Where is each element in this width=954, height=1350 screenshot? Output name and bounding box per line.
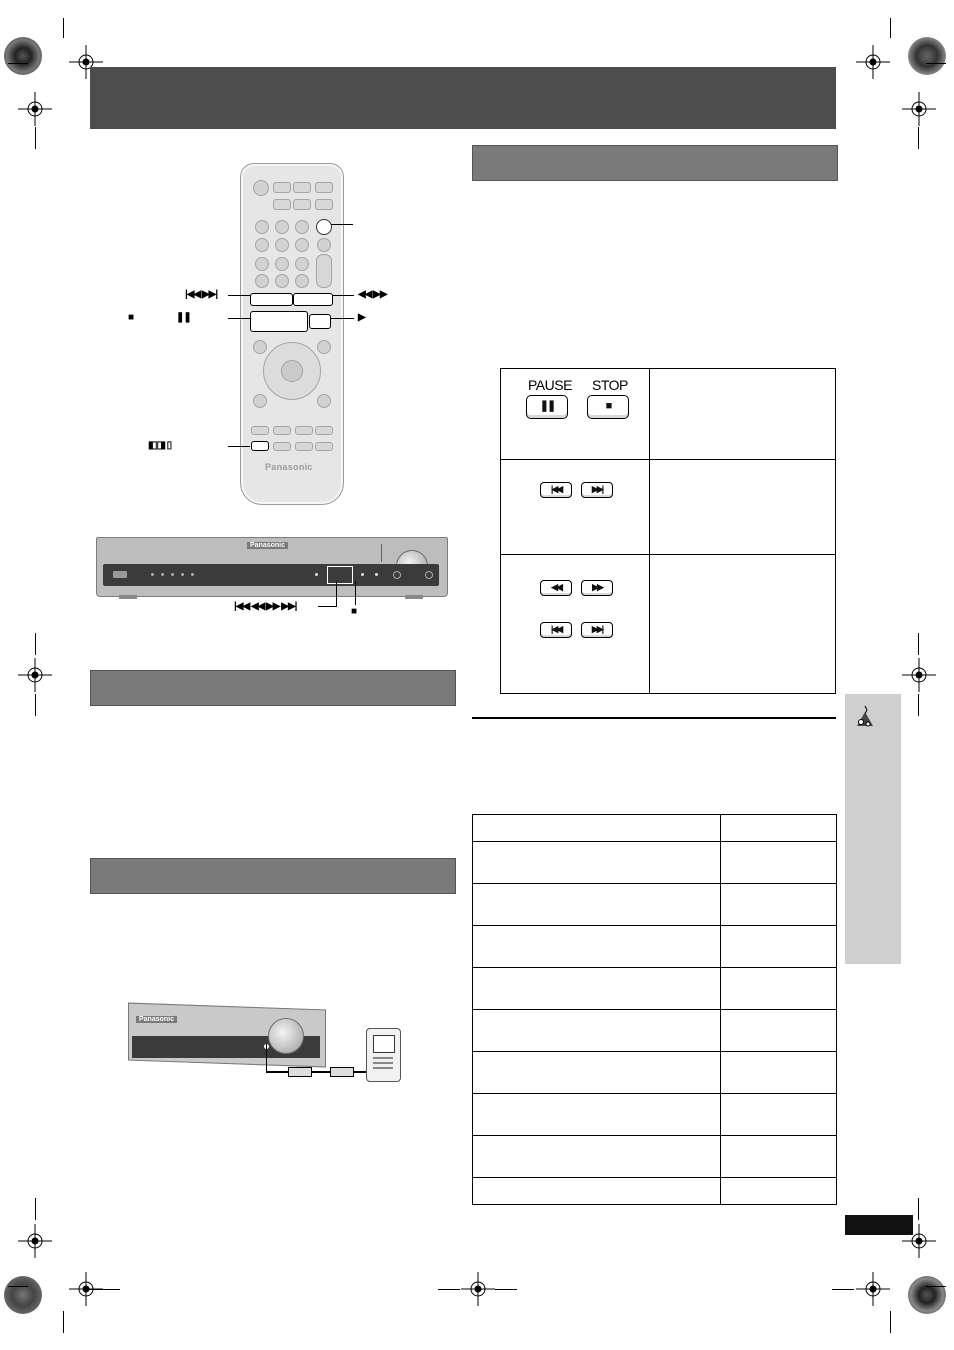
color-registration-circle [908, 1276, 946, 1314]
volume-rocker [316, 254, 332, 288]
section-rule [472, 717, 836, 719]
crop-mark [918, 694, 919, 716]
remote-key [253, 394, 267, 408]
unit-indicator [171, 573, 174, 576]
stop-key-label: STOP [592, 377, 628, 393]
remote-key [295, 426, 313, 435]
crop-mark [35, 127, 36, 149]
remote-key [293, 182, 311, 193]
unit-indicator [151, 573, 154, 576]
number-key [295, 238, 309, 252]
registration-mark [461, 1272, 495, 1306]
registration-mark [18, 1224, 52, 1258]
crop-mark [890, 1311, 891, 1333]
pause-icon: ❚❚ [176, 312, 191, 323]
crop-mark [926, 1286, 946, 1287]
unit-indicator [315, 573, 318, 576]
pause-key-icon: ❚❚ [526, 395, 568, 419]
table-row [473, 1094, 837, 1136]
skip-back-key-icon: |◀◀ [540, 622, 572, 638]
unit-skip-buttons-outline [327, 566, 353, 584]
table-divider [501, 459, 835, 460]
unit-indicator [361, 573, 364, 576]
number-key [255, 274, 269, 288]
connection-illustration [128, 1006, 328, 1068]
table-row [473, 1010, 837, 1052]
section-header-right [472, 145, 838, 181]
pause-key-label: PAUSE [528, 377, 572, 393]
skip-forward-key-icon: ▶▶| [581, 622, 613, 638]
table-cell [721, 968, 837, 1010]
unit-button [113, 571, 127, 578]
skip-back-key-icon: |◀◀ [540, 482, 572, 498]
skip-rewind-forward-icon: |◀◀ ◀◀ ▶▶ ▶▶| [234, 601, 297, 612]
key-function-table [500, 368, 836, 694]
info-table [472, 814, 837, 1205]
table-cell [473, 1052, 721, 1094]
music-note-icon [853, 704, 877, 730]
table-cell [721, 1010, 837, 1052]
play-icon: ▶ [358, 312, 365, 323]
table-cell [473, 968, 721, 1010]
crop-mark [438, 1289, 460, 1290]
table-cell [473, 1178, 721, 1205]
crop-mark [890, 18, 891, 38]
main-unit-illustration [96, 537, 448, 597]
stop-icon: ■ [128, 312, 134, 323]
table-cell [473, 1094, 721, 1136]
fast-forward-key-icon: ▶▶ [581, 580, 613, 596]
remote-key [315, 199, 333, 210]
crop-mark [918, 127, 919, 149]
remote-control-illustration [240, 163, 344, 505]
highlighted-key [316, 219, 332, 235]
remote-key [253, 340, 267, 354]
table-cell [721, 1094, 837, 1136]
remote-key [273, 199, 291, 210]
remote-key [317, 340, 331, 354]
remote-key [273, 182, 291, 193]
crop-mark [926, 63, 946, 64]
registration-mark [856, 1272, 890, 1306]
crop-mark [918, 1198, 919, 1220]
callout-line [331, 224, 353, 225]
number-key [275, 274, 289, 288]
table-cell [721, 1178, 837, 1205]
remote-key [293, 199, 311, 210]
cable-line [266, 1044, 267, 1072]
unit-display-slot [381, 544, 382, 562]
table-cell [721, 1052, 837, 1094]
crop-mark [8, 1286, 28, 1287]
crop-mark [832, 1289, 854, 1290]
surround-key [251, 441, 269, 451]
callout-line [318, 606, 337, 607]
number-key [295, 220, 309, 234]
table-cell [473, 884, 721, 926]
unit-foot [405, 595, 423, 599]
callout-line [332, 295, 354, 296]
crop-mark [63, 1311, 64, 1333]
remote-key [315, 426, 333, 435]
stop-key-icon: ■ [587, 395, 629, 419]
dolby-icon: ◧◨ ▯ [148, 440, 172, 451]
table-divider [649, 369, 650, 693]
number-key [295, 257, 309, 271]
remote-key [315, 442, 333, 451]
chapter-side-tab [845, 694, 901, 964]
number-key [317, 238, 331, 252]
number-key [275, 238, 289, 252]
number-key [255, 220, 269, 234]
table-row [473, 1136, 837, 1178]
player-controls [373, 1067, 393, 1069]
number-key [295, 274, 309, 288]
power-button [253, 180, 269, 196]
section-header-left-2 [90, 858, 456, 894]
color-registration-circle [4, 1276, 42, 1314]
table-row [473, 926, 837, 968]
crop-mark [35, 633, 36, 655]
unit-indicator [393, 571, 401, 579]
table-cell [473, 815, 721, 842]
unit-front-panel [103, 564, 439, 586]
table-cell [721, 842, 837, 884]
callout-line [330, 318, 354, 319]
remote-key [295, 442, 313, 451]
crop-mark [8, 63, 28, 64]
rewind-fast-forward-icon: ◀◀ ▶▶ [358, 289, 387, 300]
player-controls [373, 1057, 393, 1059]
player-screen [373, 1035, 395, 1053]
unit-brand-logo: Panasonic [247, 542, 288, 549]
page-title-bar [90, 67, 836, 129]
volume-dial [268, 1018, 304, 1054]
registration-mark [902, 92, 936, 126]
unit-indicator [181, 573, 184, 576]
number-key [255, 238, 269, 252]
remote-key [315, 182, 333, 193]
registration-mark [18, 92, 52, 126]
table-divider [501, 554, 835, 555]
remote-key [273, 426, 291, 435]
table-cell [721, 1136, 837, 1178]
unit-brand-logo: Panasonic [136, 1016, 177, 1023]
player-controls [373, 1062, 393, 1064]
unit-indicator [425, 571, 433, 579]
crop-mark [88, 1289, 120, 1290]
table-cell [473, 1136, 721, 1178]
stop-pause-outline [250, 311, 308, 332]
registration-mark [902, 658, 936, 692]
section-header-left-1 [90, 670, 456, 706]
table-row [473, 968, 837, 1010]
remote-brand-logo: Panasonic [265, 462, 313, 472]
unit-indicator [191, 573, 194, 576]
table-row [473, 842, 837, 884]
remote-key [251, 426, 269, 435]
callout-line [228, 318, 250, 319]
cable-plug [330, 1067, 354, 1077]
remote-key [317, 394, 331, 408]
dpad-center [281, 360, 303, 382]
portable-player-illustration [366, 1028, 401, 1082]
number-key [275, 257, 289, 271]
search-keys-outline [293, 293, 333, 306]
skip-forward-key-icon: ▶▶| [581, 482, 613, 498]
crop-mark [63, 18, 64, 38]
play-key [309, 314, 331, 329]
table-cell [473, 926, 721, 968]
crop-mark [35, 694, 36, 716]
number-key [255, 257, 269, 271]
stop-icon: ■ [351, 606, 357, 617]
cable-plug [288, 1067, 312, 1077]
unit-indicator [161, 573, 164, 576]
remote-key [273, 442, 291, 451]
table-row [473, 815, 837, 842]
callout-line [355, 581, 356, 605]
callout-line [336, 581, 337, 607]
registration-mark [18, 658, 52, 692]
callout-line [228, 446, 250, 447]
table-row [473, 1052, 837, 1094]
table-cell [721, 884, 837, 926]
crop-mark [35, 1198, 36, 1220]
color-registration-circle [4, 37, 42, 75]
callout-line [228, 295, 250, 296]
table-cell [721, 815, 837, 842]
number-key [275, 220, 289, 234]
skip-keys-outline [250, 293, 293, 306]
rewind-key-icon: ◀◀ [540, 580, 572, 596]
unit-indicator [375, 573, 378, 576]
table-cell [473, 842, 721, 884]
table-row [473, 1178, 837, 1205]
table-row [473, 884, 837, 926]
crop-mark [918, 633, 919, 655]
color-registration-circle [908, 37, 946, 75]
table-cell [473, 1010, 721, 1052]
unit-foot [119, 595, 137, 599]
crop-mark [495, 1289, 517, 1290]
skip-back-forward-icon: |◀◀ ▶▶| [185, 289, 218, 300]
registration-mark [856, 45, 890, 79]
table-cell [721, 926, 837, 968]
page-number-tab [845, 1215, 913, 1235]
